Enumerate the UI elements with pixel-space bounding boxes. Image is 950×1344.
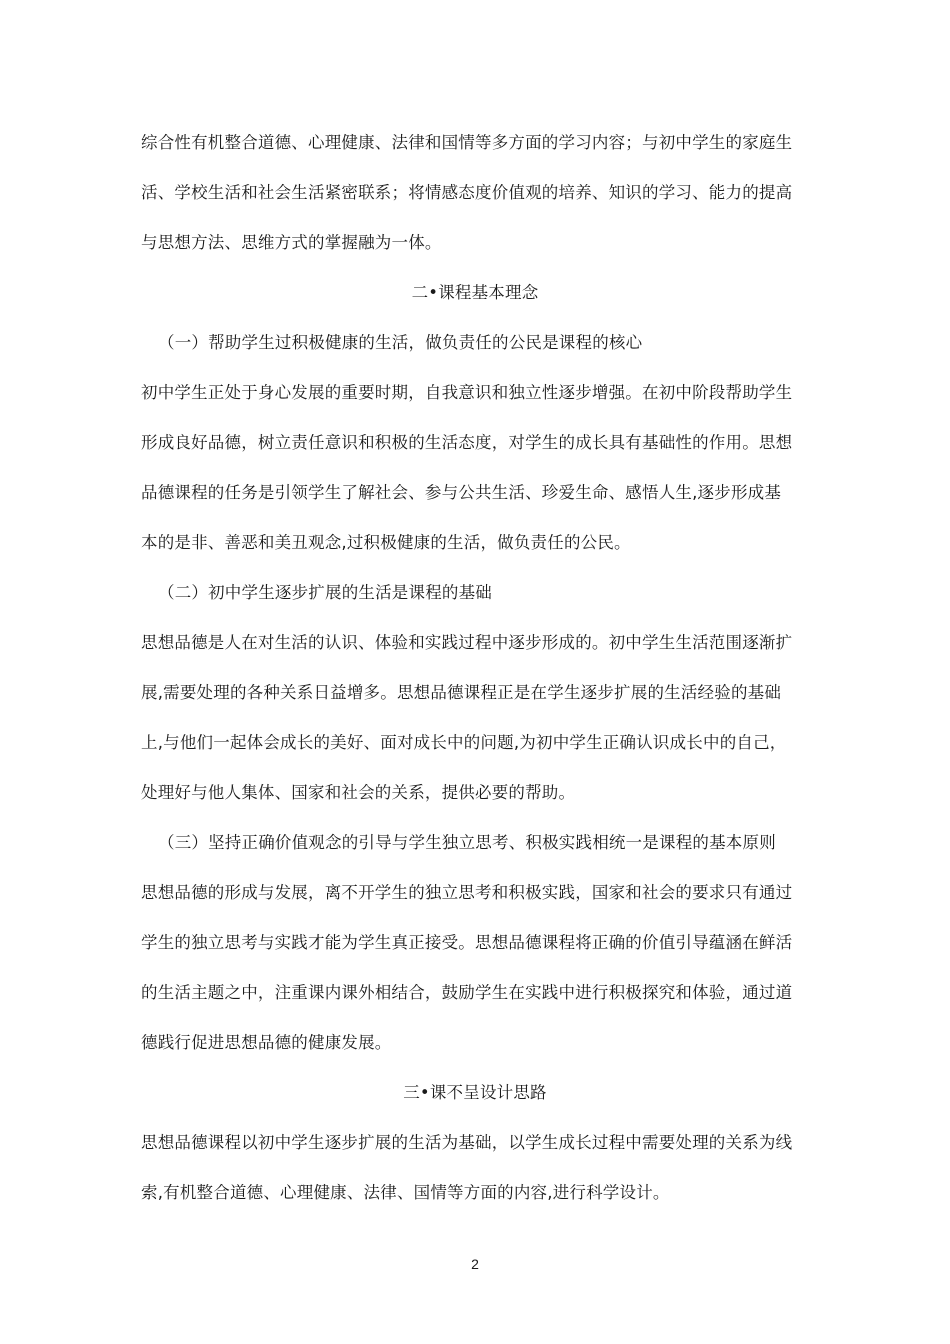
paragraph-line: 初中学生正处于身心发展的重要时期，自我意识和独立性逐步增强。在初中阶段帮助学生	[141, 383, 793, 402]
paragraph-line: 思想品德的形成与发展，离不开学生的独立思考和积极实践，国家和社会的要求只有通过	[141, 883, 793, 902]
paragraph-line: 品德课程的任务是引领学生了解社会、参与公共生活、珍爱生命、感悟人生,逐步形成基	[141, 483, 782, 502]
paragraph-line: 本的是非、善恶和美丑观念,过积极健康的生活，做负责任的公民。	[141, 533, 631, 552]
paragraph-line: 学生的独立思考与实践才能为学生真正接受。思想品德课程将正确的价值引导蕴涵在鲜活	[141, 933, 793, 952]
subsection-heading: （三）坚持正确价值观念的引导与学生独立思考、积极实践相统一是课程的基本原则	[158, 833, 776, 852]
paragraph-line: 的生活主题之中，注重课内课外相结合，鼓励学生在实践中进行积极探究和体验，通过道	[141, 983, 793, 1002]
paragraph-line: 活、学校生活和社会生活紧密联系；将情感态度价值观的培养、知识的学习、能力的提高	[141, 183, 793, 202]
section-heading: 二•课程基本理念	[411, 283, 539, 302]
paragraph-line: 思想品德课程以初中学生逐步扩展的生活为基础，以学生成长过程中需要处理的关系为线	[141, 1133, 793, 1152]
page-number: 2	[471, 1256, 479, 1272]
paragraph-line: 德践行促进思想品德的健康发展。	[141, 1033, 392, 1052]
paragraph-line: 索,有机整合道德、心理健康、法律、国情等方面的内容,进行科学设计。	[141, 1183, 670, 1202]
paragraph-line: 综合性有机整合道德、心理健康、法律和国情等多方面的学习内容；与初中学生的家庭生	[141, 133, 793, 152]
paragraph-line: 展,需要处理的各种关系日益增多。思想品德课程正是在学生逐步扩展的生活经验的基础	[141, 683, 782, 702]
subsection-heading: （一）帮助学生过积极健康的生活，做负责任的公民是课程的核心	[158, 333, 643, 352]
paragraph-line: 处理好与他人集体、国家和社会的关系，提供必要的帮助。	[141, 783, 576, 802]
section-heading: 三•课不呈设计思路	[403, 1083, 547, 1102]
paragraph-line: 上,与他们一起体会成长的美好、面对成长中的问题,为初中学生正确认识成长中的自己，	[141, 733, 787, 752]
subsection-heading: （二）初中学生逐步扩展的生活是课程的基础	[158, 583, 492, 602]
paragraph-line: 与思想方法、思维方式的掌握融为一体。	[141, 233, 442, 252]
paragraph-line: 形成良好品德，树立责任意识和积极的生活态度，对学生的成长具有基础性的作用。思想	[141, 433, 793, 452]
paragraph-line: 思想品德是人在对生活的认识、体验和实践过程中逐步形成的。初中学生生活范围逐渐扩	[141, 633, 793, 652]
